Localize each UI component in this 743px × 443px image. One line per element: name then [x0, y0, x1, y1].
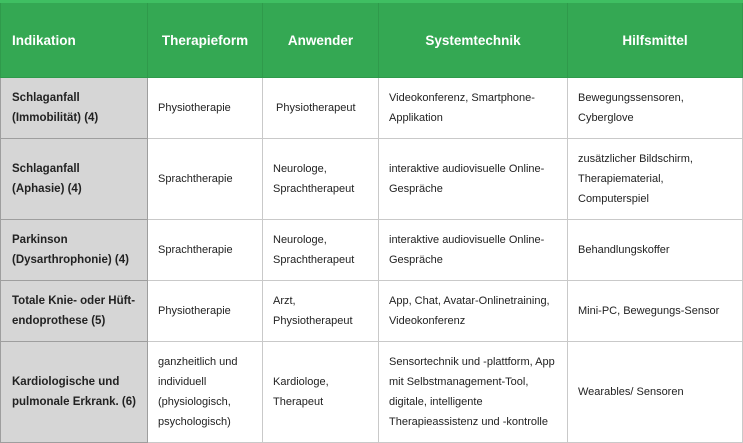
- table-row: [1, 78, 743, 139]
- cell-systemtechnik: interaktive audiovisuelle Online- Gespräche: [379, 139, 568, 220]
- header-row: [1, 2, 743, 78]
- cell-therapieform: ganzheitlich und individuell (physiologisch, psychologisch): [148, 342, 263, 443]
- header-hilfsmittel: Hilfsmittel: [568, 2, 743, 78]
- cell-therapieform: Sprachtherapie: [148, 220, 263, 281]
- cell-therapieform: Physiotherapie: [148, 281, 263, 342]
- cell-hilfsmittel: Wearables/ Sensoren: [568, 342, 743, 443]
- table-row: [1, 281, 743, 342]
- table-row: [1, 220, 743, 281]
- table-row: [1, 139, 743, 220]
- table-body: [1, 78, 743, 443]
- table-row: [1, 342, 743, 443]
- cell-systemtechnik: Sensortechnik und -plattform, App mit Selbstmanagement-Tool, digitale, intelligente Therapieassistenz und -kontrolle: [379, 342, 568, 443]
- cell-systemtechnik: Videokonferenz, Smartphone- Applikation: [379, 78, 568, 139]
- header-systemtechnik: Systemtechnik: [379, 2, 568, 78]
- cell-hilfsmittel: zusätzlicher Bildschirm, Therapiematerial, Computerspiel: [568, 139, 743, 220]
- cell-systemtechnik: interaktive audiovisuelle Online- Gespräche: [379, 220, 568, 281]
- cell-systemtechnik: App, Chat, Avatar-Onlinetraining, Videokonferenz: [379, 281, 568, 342]
- cell-hilfsmittel: Bewegungssensoren, Cyberglove: [568, 78, 743, 139]
- cell-indikation: Schlaganfall (Immobilität) (4): [1, 78, 148, 139]
- cell-anwender: Physiotherapeut: [263, 78, 379, 139]
- cell-anwender: Kardiologe, Therapeut: [263, 342, 379, 443]
- header-therapieform: Therapieform: [148, 2, 263, 78]
- cell-hilfsmittel: Behandlungskoffer: [568, 220, 743, 281]
- cell-indikation: Parkinson (Dysarthrophonie) (4): [1, 220, 148, 281]
- cell-therapieform: Physiotherapie: [148, 78, 263, 139]
- cell-hilfsmittel: Mini-PC, Bewegungs-Sensor: [568, 281, 743, 342]
- header-indikation: Indikation: [1, 2, 148, 78]
- cell-indikation: Kardiologische und pulmonale Erkrank. (6): [1, 342, 148, 443]
- header-anwender: Anwender: [263, 2, 379, 78]
- cell-anwender: Arzt, Physiotherapeut: [263, 281, 379, 342]
- cell-indikation: Schlaganfall (Aphasie) (4): [1, 139, 148, 220]
- cell-anwender: Neurologe, Sprachtherapeut: [263, 139, 379, 220]
- cell-therapieform: Sprachtherapie: [148, 139, 263, 220]
- cell-indikation: Totale Knie- oder Hüft- endoprothese (5): [1, 281, 148, 342]
- cell-anwender: Neurologe, Sprachtherapeut: [263, 220, 379, 281]
